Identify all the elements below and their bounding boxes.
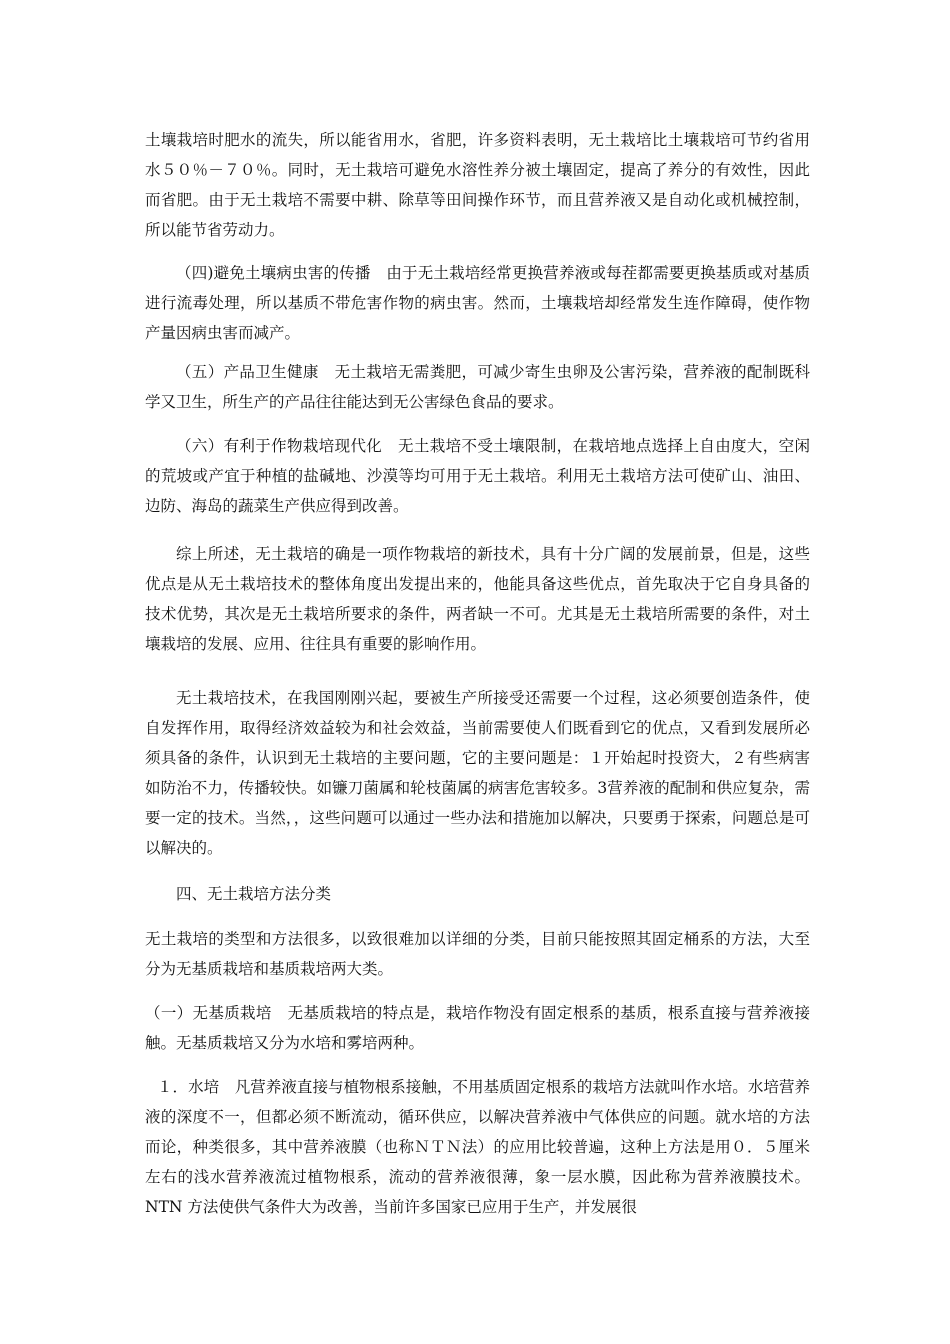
paragraph-water-saving: 土壤栽培时肥水的流失，所以能省用水，省肥，许多资料表明，无土栽培比土壤栽培可节约省用水５０％－７０％。同时，无土栽培可避免水溶性养分被土壤固定，提高了养分的有效性，因此而省肥。由于无土栽培不需要中耕、除草等田间操作环节，而且营养液又是自动化或机械控制，所以能节省劳动力。 bbox=[145, 131, 810, 239]
paragraph-modernization: （六）有利于作物栽培现代化 无土栽培不受土壤限制，在栽培地点选择上自由度大，空闲的荒坡或产宜于种植的盐碱地、沙漠等均可用于无土栽培。利用无土栽培方法可使矿山、油田、边防、海岛的蔬菜生产供应得到改善。 bbox=[145, 437, 810, 515]
paragraph-hydroponics: １．水培 凡营养液直接与植物根系接触，不用基质固定根系的栽培方法就叫作水培。水培营养液的深度不一，但都必须不断流动，循环供应，以解决营养液中气体供应的问题。就水培的方法而论，种类很多，其中营养液膜（也称ＮＴＮ法）的应用比较普遍，这种上方法是用０．５厘米左右的浅水营养液流过植物根系，流动的营养液很薄，象一层水膜，因此称为营养液膜技术。NTN 方法使供气条件大为改善，当前许多国家已应用于生产，并发展很 bbox=[145, 1078, 810, 1216]
paragraph-product-health: （五）产品卫生健康 无土栽培无需粪肥，可减少寄生虫卵及公害污染，营养液的配制既科学又卫生，所生产的产品往往能达到无公害绿色食品的要求。 bbox=[145, 363, 810, 411]
paragraph-pest-avoidance: （四)避免土壤病虫害的传播 由于无土栽培经常更换营养液或每茬都需要更换基质或对基质进行流毒处理，所以基质不带危害作物的病虫害。然而，土壤栽培却经常发生连作障碍，使作物产量因病虫害而减产。 bbox=[145, 264, 810, 342]
paragraph-main-problems: 无土栽培技术，在我国刚刚兴起，要被生产所接受还需要一个过程，这必须要创造条件，使自发挥作用，取得经济效益较为和社会效益，当前需要使人们既看到它的优点，又看到发展所必须具备的条件，认识到无土栽培的主要问题，它的主要问题是：１开始起时投资大，２有些病害如防治不力，传播较快。如镰刀菌属和轮枝菌属的病害危害较多。3营养液的配制和供应复杂，需要一定的技术。当然，，这些问题可以通过一些办法和措施加以解决，只要勇于探索，问题总是可以解决的。 bbox=[145, 689, 810, 857]
paragraph-no-substrate: （一）无基质栽培 无基质栽培的特点是，栽培作物没有固定根系的基质，根系直接与营养液接触。无基质栽培又分为水培和雾培两种。 bbox=[145, 1004, 810, 1052]
paragraph-summary: 综上所述，无土栽培的确是一项作物栽培的新技术，具有十分广阔的发展前景，但是，这些优点是从无土栽培技术的整体角度出发提出来的，他能具备这些优点，首先取决于它自身具备的技术优势，其次是无土栽培所要求的条件，两者缺一不可。尤其是无土栽培所需要的条件，对土壤栽培的发展、应用、往往具有重要的影响作用。 bbox=[145, 545, 810, 653]
section-heading: 四、无土栽培方法分类 bbox=[176, 885, 332, 903]
paragraph-classification: 无土栽培的类型和方法很多，以致很难加以详细的分类，目前只能按照其固定桶系的方法，大至分为无基质栽培和基质栽培两大类。 bbox=[145, 930, 810, 978]
